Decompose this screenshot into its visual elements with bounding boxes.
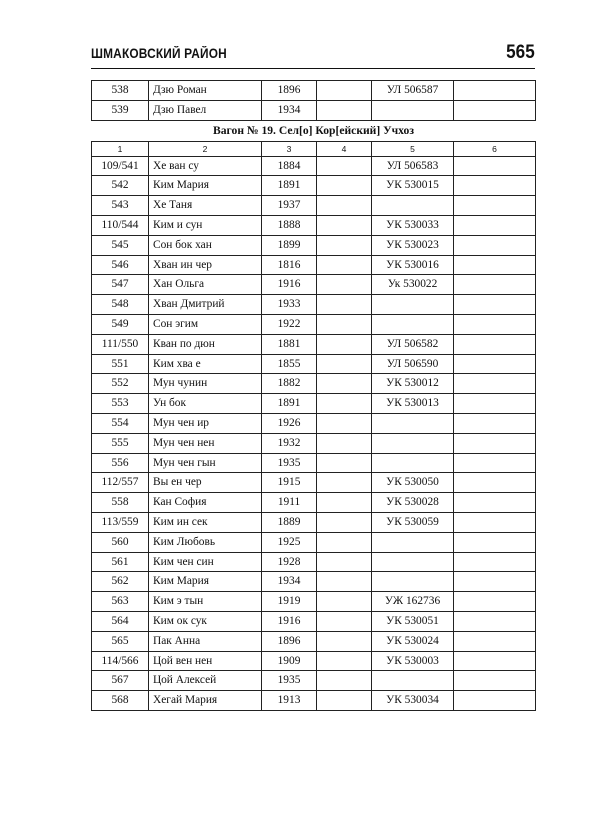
person-name: Сон эгим [149,314,262,334]
person-name: Цой вен нен [149,651,262,671]
column-4-cell [317,235,372,255]
column-6-cell [454,156,536,176]
person-name: Мун чен ир [149,413,262,433]
column-4-cell [317,413,372,433]
record-number: 565 [92,631,149,651]
birth-year: 1884 [262,156,317,176]
table-row [92,453,536,473]
column-4-cell [317,314,372,334]
column-6-cell [454,552,536,572]
record-number: 113/559 [92,512,149,532]
person-name: Ким э тын [149,592,262,612]
column-4-cell [317,512,372,532]
table-row [92,176,536,196]
document-number [372,196,454,216]
person-name: Ким и сун [149,215,262,235]
table-row [92,572,536,592]
record-number: 547 [92,275,149,295]
column-4-cell [317,81,372,101]
person-name: Хван Дмитрий [149,295,262,315]
birth-year: 1909 [262,651,317,671]
column-6-cell [454,81,536,101]
column-6-cell [454,196,536,216]
table-row [92,473,536,493]
table-row [92,235,536,255]
birth-year: 1896 [262,631,317,651]
column-number: 5 [372,141,454,156]
birth-year: 1935 [262,671,317,691]
document-number: УК 530051 [372,611,454,631]
column-number-row [92,141,536,156]
column-4-cell [317,354,372,374]
column-4-cell [317,255,372,275]
record-number: 561 [92,552,149,572]
person-name: Ун бок [149,394,262,414]
record-number: 546 [92,255,149,275]
document-number: УК 530012 [372,374,454,394]
column-6-cell [454,671,536,691]
birth-year: 1932 [262,433,317,453]
document-number: УК 530016 [372,255,454,275]
birth-year: 1916 [262,611,317,631]
register-table-body [92,81,536,711]
column-6-cell [454,651,536,671]
document-number [372,453,454,473]
column-4-cell [317,394,372,414]
column-6-cell [454,413,536,433]
document-number [372,314,454,334]
column-4-cell [317,671,372,691]
column-6-cell [454,433,536,453]
document-number: УЖ 162736 [372,592,454,612]
record-number: 109/541 [92,156,149,176]
table-row [92,651,536,671]
column-6-cell [454,176,536,196]
document-number: УЛ 506583 [372,156,454,176]
record-number: 114/566 [92,651,149,671]
record-number: 539 [92,100,149,120]
birth-year: 1889 [262,512,317,532]
person-name: Кван по дюн [149,334,262,354]
person-name: Ким Мария [149,572,262,592]
person-name: Дзю Павел [149,100,262,120]
person-name: Ким хва е [149,354,262,374]
column-4-cell [317,691,372,711]
column-6-cell [454,691,536,711]
column-6-cell [454,631,536,651]
record-number: 111/550 [92,334,149,354]
record-number: 556 [92,453,149,473]
table-row [92,493,536,513]
document-number: УЛ 506587 [372,81,454,101]
document-number: УК 530033 [372,215,454,235]
column-6-cell [454,334,536,354]
document-number: УЛ 506582 [372,334,454,354]
person-name: Цой Алексей [149,671,262,691]
record-number: 110/544 [92,215,149,235]
document-number: УК 530059 [372,512,454,532]
column-number: 2 [149,141,262,156]
record-number: 545 [92,235,149,255]
column-4-cell [317,611,372,631]
birth-year: 1896 [262,81,317,101]
column-4-cell [317,651,372,671]
column-4-cell [317,215,372,235]
person-name: Хе ван су [149,156,262,176]
person-name: Мун чунин [149,374,262,394]
document-number [372,572,454,592]
table-row [92,275,536,295]
column-6-cell [454,314,536,334]
column-6-cell [454,493,536,513]
table-row [92,631,536,651]
table-row [92,592,536,612]
document-number [372,100,454,120]
record-number: 560 [92,532,149,552]
table-row [92,100,536,120]
birth-year: 1882 [262,374,317,394]
table-row [92,532,536,552]
column-6-cell [454,295,536,315]
birth-year: 1916 [262,275,317,295]
column-6-cell [454,473,536,493]
header-rule [91,68,535,69]
birth-year: 1891 [262,176,317,196]
column-number: 4 [317,141,372,156]
page-number: 565 [506,42,535,63]
person-name: Мун чен нен [149,433,262,453]
record-number: 542 [92,176,149,196]
table-row [92,394,536,414]
table-row [92,552,536,572]
column-6-cell [454,512,536,532]
person-name: Ким Мария [149,176,262,196]
document-number [372,532,454,552]
birth-year: 1816 [262,255,317,275]
birth-year: 1925 [262,532,317,552]
column-6-cell [454,394,536,414]
person-name: Хван ин чер [149,255,262,275]
column-number: 3 [262,141,317,156]
birth-year: 1915 [262,473,317,493]
table-row [92,334,536,354]
document-number: УЛ 506590 [372,354,454,374]
document-number [372,413,454,433]
column-4-cell [317,176,372,196]
column-6-cell [454,100,536,120]
column-6-cell [454,453,536,473]
birth-year: 1888 [262,215,317,235]
table-row [92,611,536,631]
column-4-cell [317,196,372,216]
column-4-cell [317,493,372,513]
table-row [92,691,536,711]
record-number: 558 [92,493,149,513]
document-number: УК 530028 [372,493,454,513]
birth-year: 1855 [262,354,317,374]
record-number: 563 [92,592,149,612]
table-row [92,433,536,453]
table-row [92,413,536,433]
birth-year: 1891 [262,394,317,414]
person-name: Ким чен син [149,552,262,572]
table-row [92,314,536,334]
record-number: 567 [92,671,149,691]
column-6-cell [454,354,536,374]
document-number: Ук 530022 [372,275,454,295]
section-title: ШМАКОВСКИЙ РАЙОН [91,46,227,61]
birth-year: 1919 [262,592,317,612]
person-name: Ким Любовь [149,532,262,552]
table-row [92,196,536,216]
column-4-cell [317,473,372,493]
birth-year: 1899 [262,235,317,255]
column-4-cell [317,275,372,295]
column-number: 1 [92,141,149,156]
birth-year: 1928 [262,552,317,572]
record-number: 555 [92,433,149,453]
birth-year: 1881 [262,334,317,354]
table-row [92,374,536,394]
table-row [92,671,536,691]
table-row [92,81,536,101]
document-number: УК 530023 [372,235,454,255]
birth-year: 1937 [262,196,317,216]
record-number: 564 [92,611,149,631]
record-number: 538 [92,81,149,101]
column-6-cell [454,235,536,255]
birth-year: 1911 [262,493,317,513]
table-row [92,156,536,176]
record-number: 568 [92,691,149,711]
record-number: 553 [92,394,149,414]
wagon-heading-row [92,120,536,141]
document-number [372,295,454,315]
document-number: УК 530034 [372,691,454,711]
column-number: 6 [454,141,536,156]
record-number: 549 [92,314,149,334]
birth-year: 1934 [262,100,317,120]
column-4-cell [317,374,372,394]
birth-year: 1922 [262,314,317,334]
wagon-title: Вагон № 19. Сел[о] Кор[ейский] Учхоз [92,120,536,141]
person-name: Вы ен чер [149,473,262,493]
register-table [91,80,536,711]
column-6-cell [454,275,536,295]
column-4-cell [317,433,372,453]
person-name: Сон бок хан [149,235,262,255]
birth-year: 1933 [262,295,317,315]
table-row [92,295,536,315]
column-4-cell [317,453,372,473]
record-number: 554 [92,413,149,433]
person-name: Ким ок сук [149,611,262,631]
document-number: УК 530024 [372,631,454,651]
record-number: 112/557 [92,473,149,493]
column-6-cell [454,215,536,235]
person-name: Ким ин сек [149,512,262,532]
column-6-cell [454,592,536,612]
column-6-cell [454,374,536,394]
column-6-cell [454,255,536,275]
person-name: Кан София [149,493,262,513]
birth-year: 1934 [262,572,317,592]
record-number: 551 [92,354,149,374]
column-4-cell [317,592,372,612]
table-row [92,215,536,235]
column-4-cell [317,572,372,592]
column-4-cell [317,532,372,552]
person-name: Пак Анна [149,631,262,651]
person-name: Дзю Роман [149,81,262,101]
person-name: Мун чен гын [149,453,262,473]
table-row [92,255,536,275]
table-row [92,354,536,374]
document-number [372,552,454,572]
column-4-cell [317,552,372,572]
birth-year: 1913 [262,691,317,711]
record-number: 548 [92,295,149,315]
column-6-cell [454,611,536,631]
column-4-cell [317,631,372,651]
column-4-cell [317,100,372,120]
column-4-cell [317,156,372,176]
record-number: 552 [92,374,149,394]
column-6-cell [454,572,536,592]
column-4-cell [317,295,372,315]
column-4-cell [317,334,372,354]
document-number [372,433,454,453]
document-number: УК 530050 [372,473,454,493]
document-number: УК 530003 [372,651,454,671]
table-row [92,512,536,532]
record-number: 543 [92,196,149,216]
person-name: Хан Ольга [149,275,262,295]
column-6-cell [454,532,536,552]
record-number: 562 [92,572,149,592]
page-header [91,40,535,66]
birth-year: 1926 [262,413,317,433]
document-number [372,671,454,691]
birth-year: 1935 [262,453,317,473]
document-number: УК 530013 [372,394,454,414]
person-name: Хегай Мария [149,691,262,711]
document-number: УК 530015 [372,176,454,196]
person-name: Хе Таня [149,196,262,216]
